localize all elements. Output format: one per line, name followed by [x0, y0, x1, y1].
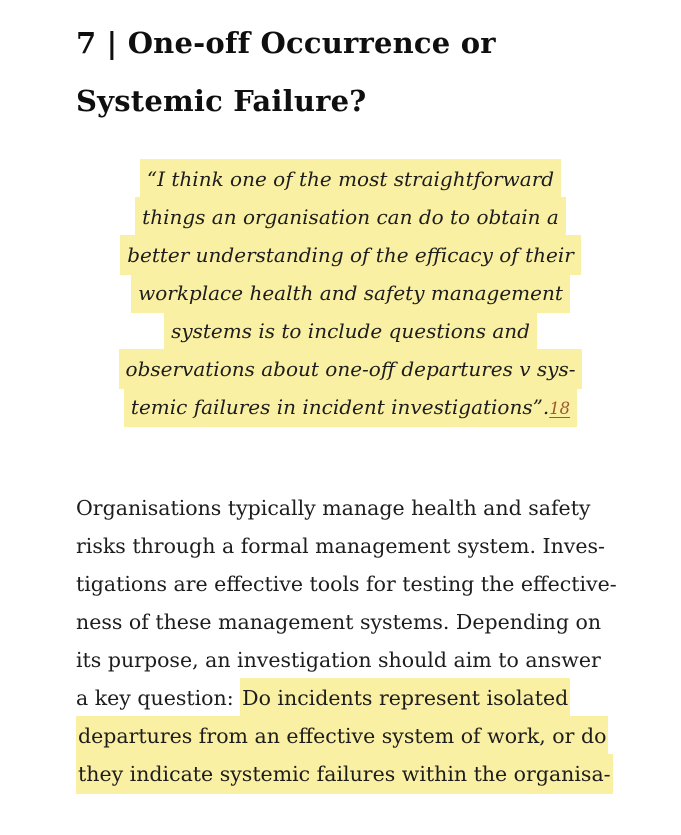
body-line [76, 755, 625, 793]
body-highlighted-text: they indicate systemic failures within the organisa- [76, 754, 613, 794]
footnote-link[interactable]: 18 [549, 399, 571, 418]
quote-line [116, 274, 585, 312]
quote-highlighted-text: “I think one of the most straightforward [140, 159, 561, 199]
heading-line: 7 | One-off Occurrence or [76, 26, 496, 60]
body-line [76, 717, 625, 755]
quote-highlighted-text: systems is to include questions and [164, 311, 537, 351]
quote-line [116, 160, 585, 198]
body-line [76, 527, 625, 565]
body-line [76, 489, 625, 527]
body-text-run: Organisations typically manage health and safety [76, 496, 591, 520]
body-text-run: its purpose, an investigation should aim to answer [76, 648, 601, 672]
quote-line [116, 388, 585, 428]
pull-quote [116, 160, 585, 428]
quote-line [116, 312, 585, 350]
body-line [76, 565, 625, 603]
body-line [76, 603, 625, 641]
quote-highlighted-text: better understanding of the efficacy of their [120, 235, 581, 275]
page-heading [76, 14, 625, 130]
quote-line [116, 350, 585, 388]
body-text-run: ness of these management systems. Depending on [76, 610, 602, 634]
quote-line [116, 236, 585, 274]
body-highlighted-text: Do incidents represent isolated [240, 678, 570, 718]
quote-highlighted-text: temic failures in incident investigations”.18 [124, 387, 577, 427]
body-text-run: tigations are effective tools for testing the effective- [76, 572, 617, 596]
heading-line: Systemic Failure? [76, 84, 367, 118]
body-line [76, 641, 625, 679]
quote-highlighted-text: workplace health and safety management [131, 273, 570, 313]
body-highlighted-text: departures from an effective system of work, or do [76, 716, 608, 756]
quote-line [116, 198, 585, 236]
body-text-run: risks through a formal management system. Inves- [76, 534, 605, 558]
body-text-run: a key question: [76, 686, 241, 710]
body-line [76, 679, 625, 717]
body-paragraph [76, 489, 625, 793]
quote-highlighted-text: observations about one-off departures v sys- [119, 349, 583, 389]
quote-highlighted-text: things an organisation can do to obtain a [135, 197, 566, 237]
